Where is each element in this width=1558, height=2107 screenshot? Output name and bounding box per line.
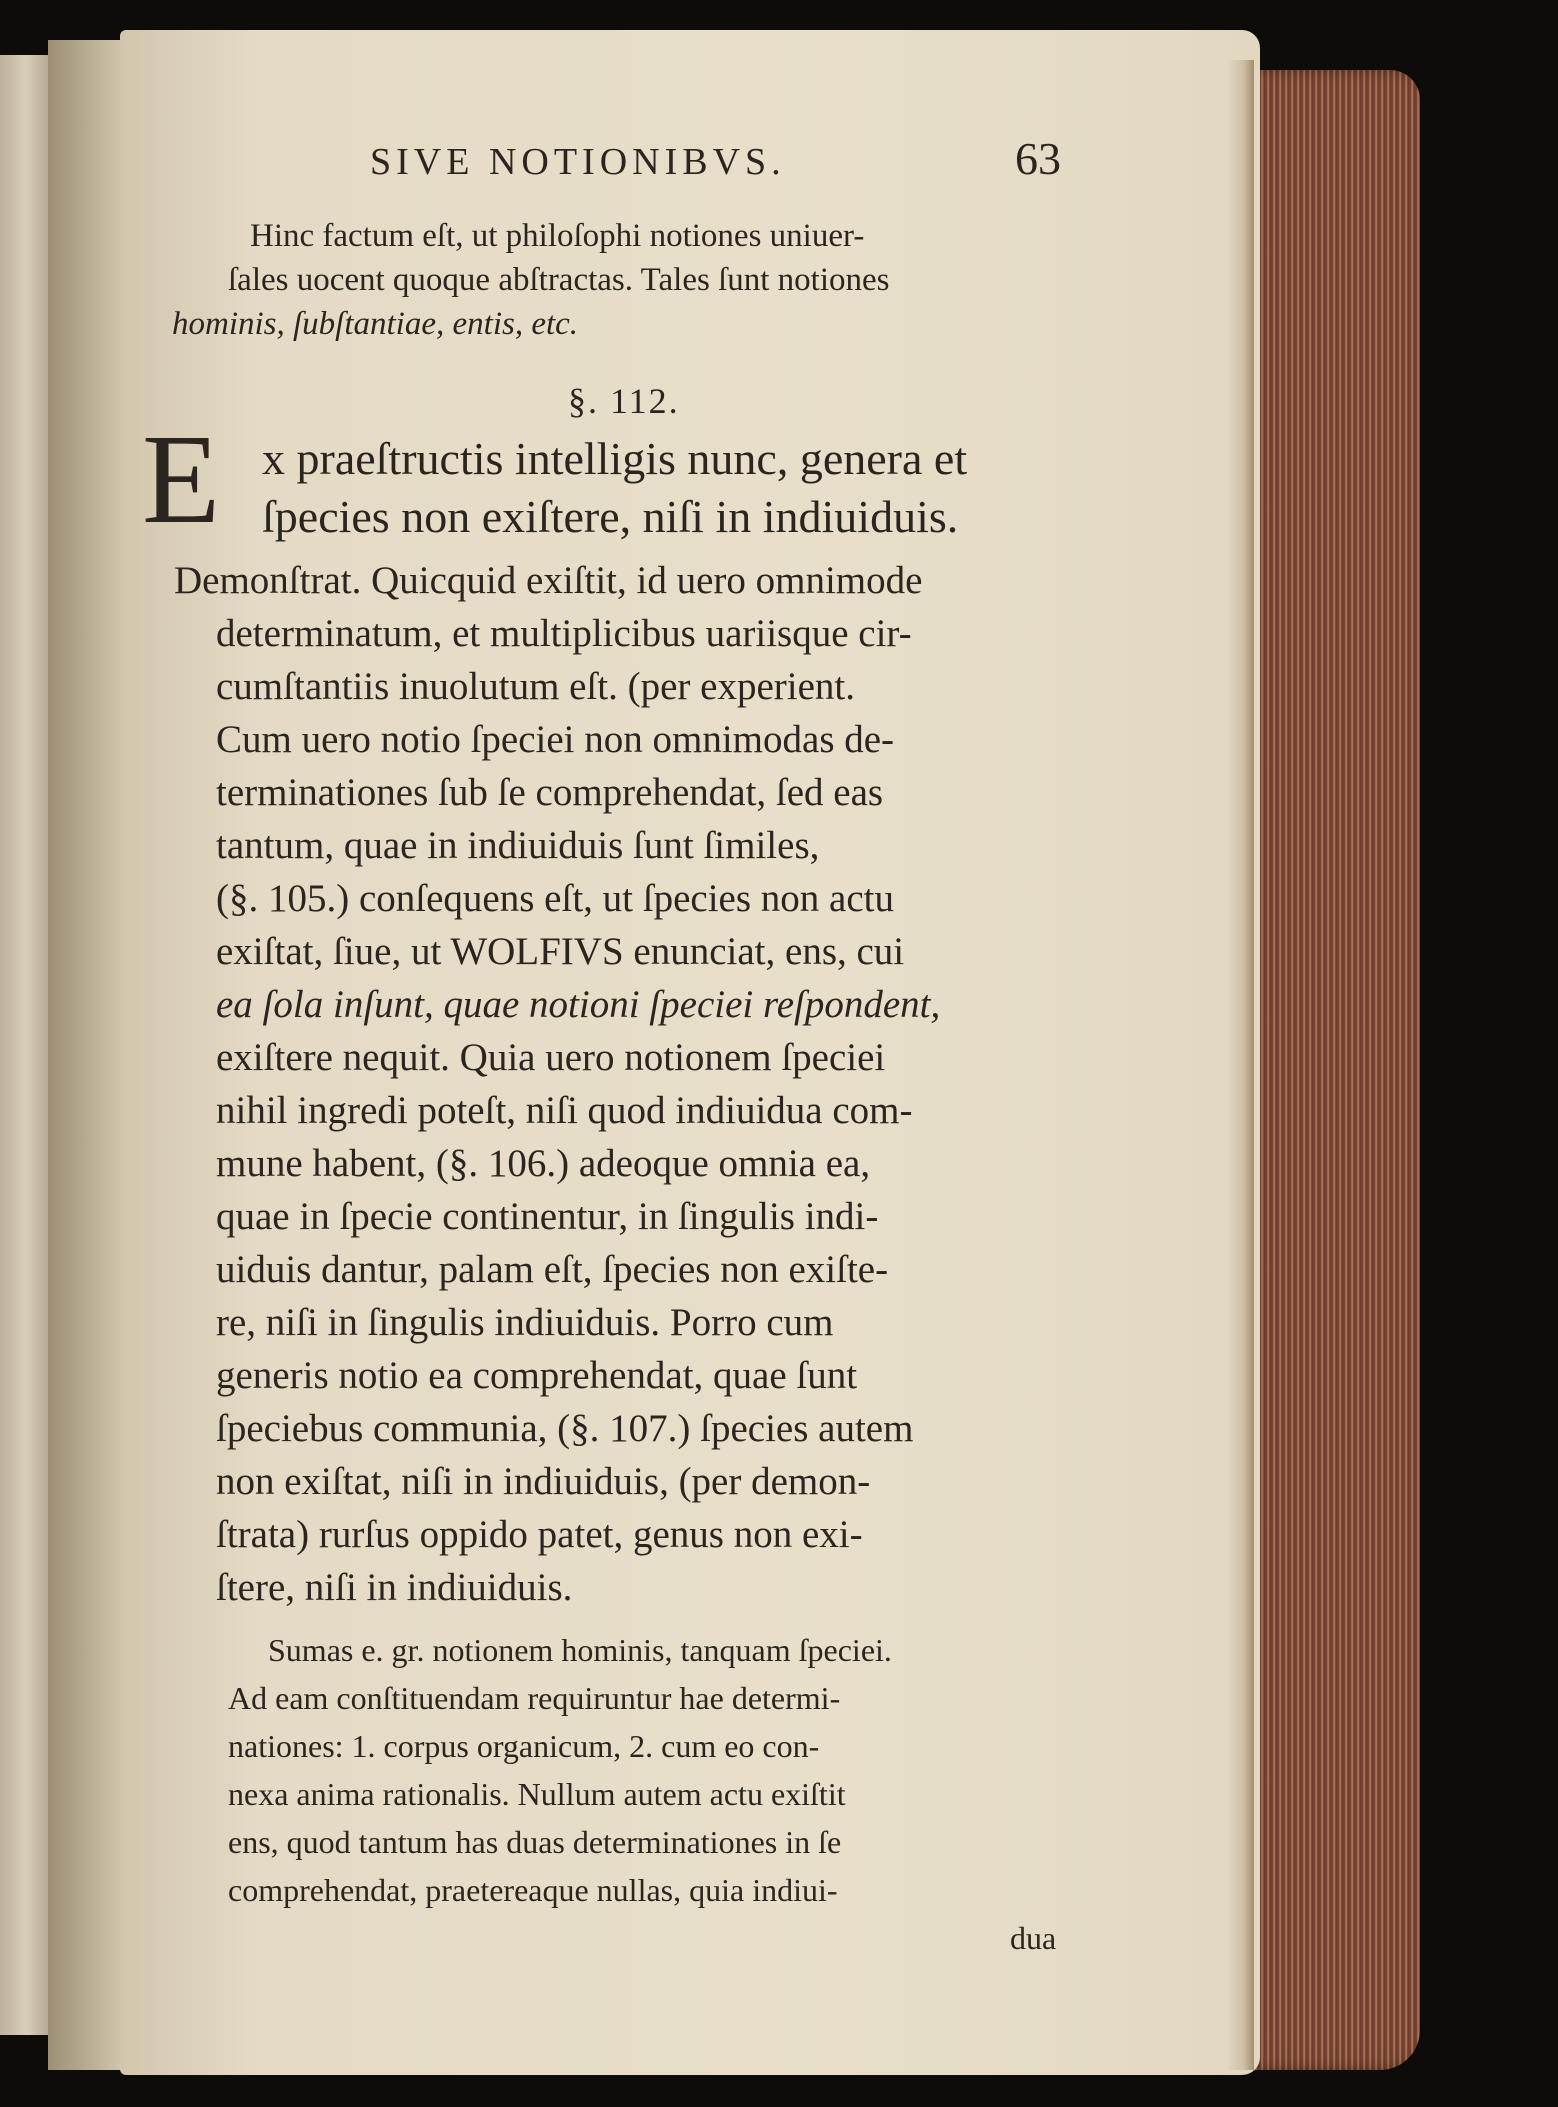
demonstration-line: nihil ingredi poteſt, niſi quod indiuidua com-: [216, 1089, 913, 1132]
demonstration-line: terminationes ſub ſe comprehendat, ſed eas: [216, 771, 884, 814]
section-heading: §. 112.: [568, 381, 680, 421]
page-edge-shadow: [1228, 60, 1254, 2070]
demonstration-line: Cum uero notio ſpeciei non omnimodas de-: [216, 718, 895, 761]
proposition-line: ſpecies non exiſtere, niſi in indiuiduis.: [262, 491, 959, 542]
intro-line: Hinc factum eſt, ut philoſophi notiones uniuer-: [250, 218, 865, 254]
note-line: ens, quod tantum has duas determinationes in ſe: [228, 1824, 842, 1860]
demonstration-line: ſpeciebus communia, (§. 107.) ſpecies autem: [216, 1407, 914, 1450]
demonstration-line: ſtrata) rurſus oppido patet, genus non exi-: [216, 1513, 863, 1556]
page-stack-fore-edge: [1240, 70, 1420, 2070]
intro-line: hominis, ſubſtantiae, entis, etc.: [172, 306, 579, 342]
drop-cap: E: [142, 408, 221, 550]
running-title: SIVE NOTIONIBVS.: [370, 141, 786, 183]
intro-line: ſales uocent quoque abſtractas. Tales ſunt notiones: [228, 262, 890, 298]
note-line: nexa anima rationalis. Nullum autem actu exiſtit: [228, 1776, 846, 1812]
demonstration-line: exiſtat, ſiue, ut WOLFIVS enunciat, ens, cui: [216, 930, 905, 973]
demonstration-line: ſtere, niſi in indiuiduis.: [216, 1566, 573, 1609]
left-page-edge: [0, 55, 50, 2035]
note-line: nationes: 1. corpus organicum, 2. cum eo con-: [228, 1728, 820, 1764]
demonstration-line: cumſtantiis inuolutum eſt. (per experient.: [216, 665, 856, 708]
catchword: dua: [1010, 1920, 1057, 1956]
demonstration-line: generis notio ea comprehendat, quae ſunt: [216, 1354, 858, 1397]
demonstration-line: uiduis dantur, palam eſt, ſpecies non exiſte-: [216, 1248, 889, 1291]
demonstration-line: Demonſtrat. Quicquid exiſtit, id uero omnimode: [174, 559, 923, 602]
demonstration-line: mune habent, (§. 106.) adeoque omnia ea,: [216, 1142, 871, 1185]
note-line: Ad eam conſtituendam requiruntur hae determi-: [228, 1680, 841, 1716]
demonstration-line: tantum, quae in indiuiduis ſunt ſimiles,: [216, 824, 820, 867]
demonstration-line: re, niſi in ſingulis indiuiduis. Porro cum: [216, 1301, 834, 1344]
page-number: 63: [1015, 133, 1061, 184]
demonstration-line: non exiſtat, niſi in indiuiduis, (per demon-: [216, 1460, 871, 1503]
demonstration-line: determinatum, et multiplicibus uariisque cir-: [216, 612, 912, 655]
demonstration-line: ea ſola inſunt, quae notioni ſpeciei reſpondent,: [216, 983, 941, 1026]
demonstration-line: (§. 105.) conſequens eſt, ut ſpecies non actu: [216, 877, 894, 920]
proposition-line: x praeſtructis intelligis nunc, genera et: [262, 433, 968, 484]
note-line: Sumas e. gr. notionem hominis, tanquam ſpeciei.: [268, 1632, 892, 1668]
note-line: comprehendat, praetereaque nullas, quia indiui-: [228, 1872, 838, 1908]
demonstration-line: quae in ſpecie continentur, in ſingulis indi-: [216, 1195, 879, 1238]
demonstration-line: exiſtere nequit. Quia uero notionem ſpeciei: [216, 1036, 886, 1079]
